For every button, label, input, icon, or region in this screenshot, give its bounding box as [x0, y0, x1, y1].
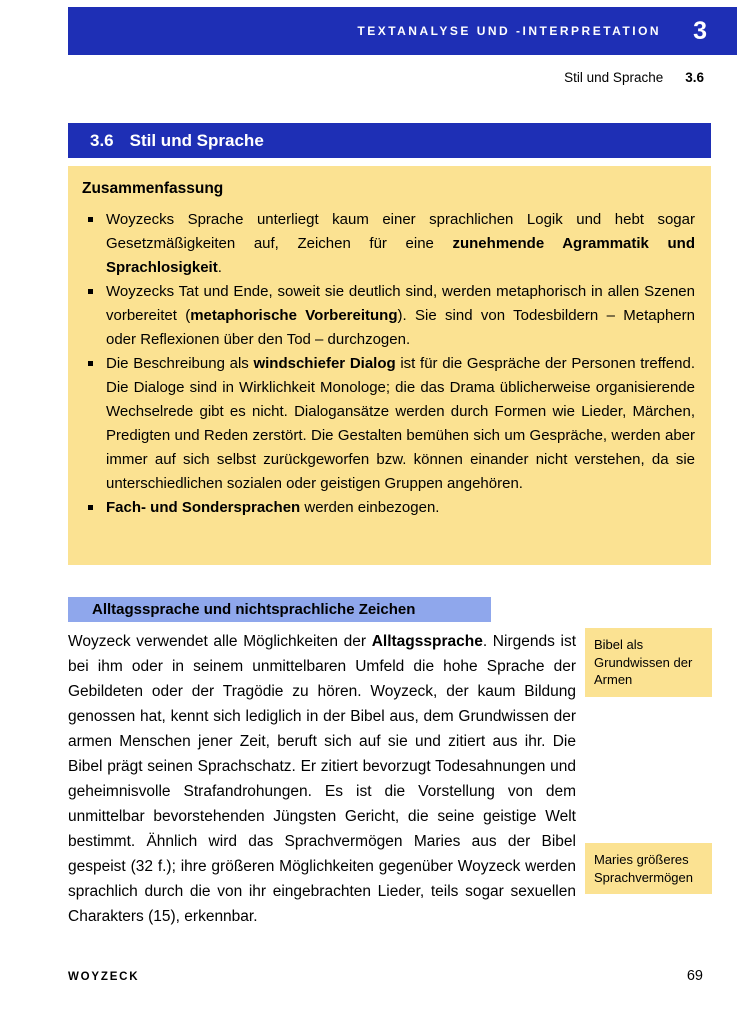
- text-segment: .: [217, 259, 222, 276]
- text-segment: ist für die Gespräche der Personen treffend. Die Dialoge sind in Wirklichkeit Monologe; die das Drama üblicherweise organisierende Wechselrede gibt es nicht. Dialogansätze werden durch Formen wie Lieder, Märchen, Predigten und Reden zerstört. Die Gestalten bemühen sich um Gespräche, werden aber immer auf sich selbst zurückgeworfen bzw. können einander nicht verstehen, da sie unterschiedlichen sozialen oder geistigen Gruppen angehören.: [106, 355, 695, 492]
- summary-bullet-text: [106, 208, 695, 280]
- section-title-bar: [68, 123, 711, 158]
- margin-note-bibel: [585, 628, 712, 697]
- summary-bullet-text: [106, 280, 695, 352]
- page-number: 69: [686, 968, 703, 984]
- chapter-number: 3: [693, 16, 707, 45]
- text-segment: ). Sie sind von Todesbildern – Metaphern oder Reflexionen über den Tod – durchzogen.: [106, 307, 695, 348]
- summary-bullet: [80, 352, 695, 496]
- text-segment: Die Beschreibung als: [106, 355, 254, 372]
- subsection-heading: [68, 597, 491, 622]
- bullet-square-icon: [88, 289, 93, 294]
- running-head: [564, 70, 704, 85]
- text-segment-bold: Alltagssprache: [371, 633, 483, 650]
- text-segment-bold: Fach- und Sondersprachen: [106, 499, 301, 516]
- book-title: WOYZECK: [68, 971, 140, 983]
- chapter-header-bar: [68, 7, 737, 55]
- chapter-title: TEXTANALYSE UND -INTERPRETATION: [357, 24, 662, 38]
- bullet-square-icon: [88, 361, 93, 366]
- text-segment: . Nirgends ist bei ihm oder in seinem unmittelbaren Umfeld die hohe Sprache der Gebildeten oder der Tragödie zu hören. Woyzeck, der kaum Bildung genossen hat, kennt sich lediglich in der Bibel aus, dem Grundwissen der armen Menschen jener Zeit, beruft sich auf sie und zitiert aus ihr. Die Bibel prägt seinen Sprachschatz. Er zitiert bevorzugt Todesahnungen und geheimnisvolle Strafandrohungen. Es ist die Vorstellung von dem unmittelbar bevorstehenden Jüngsten Gericht, die seine geistige Welt bestimmt. Ähnlich wird das Sprachvermögen Maries aus der Bibel gespeist (32 f.); ihre größeren Möglichkeiten gegenüber Woyzeck werden sprachlich durch die von ihr eingebrachten Lieder, teils sogar sexuellen Charakters (15), erkennbar.: [68, 633, 576, 925]
- summary-bullet: [80, 496, 695, 520]
- running-head-number: 3.6: [685, 70, 704, 85]
- text-segment-bold: metaphorische Vorbereitung: [190, 307, 398, 324]
- section-number: 3.6: [90, 130, 114, 150]
- section-title: Stil und Sprache: [129, 130, 264, 150]
- bullet-square-icon: [88, 505, 93, 510]
- text-segment-bold: windschiefer Dialog: [253, 355, 396, 372]
- margin-note-text: Maries größeres Sprachvermögen: [594, 852, 693, 885]
- margin-note-maries: [585, 843, 712, 894]
- text-segment: werden einbezogen.: [300, 499, 440, 516]
- summary-bullet-text: [106, 352, 695, 496]
- summary-bullet: [80, 280, 695, 352]
- text-segment: Woyzecks Sprache unterliegt kaum einer sprachlichen Logik und hebt sogar Gesetzmäßigkeiten auf, Zeichen für eine: [106, 211, 695, 252]
- summary-box: [68, 166, 711, 565]
- summary-bullet-text: [106, 496, 695, 520]
- summary-heading: Zusammenfassung: [82, 180, 224, 197]
- running-head-label: Stil und Sprache: [564, 70, 664, 85]
- margin-note-text: Bibel als Grundwissen der Armen: [594, 637, 693, 687]
- body-paragraph: [68, 629, 576, 929]
- text-segment: Woyzecks Tat und Ende, soweit sie deutlich sind, werden metaphorisch in allen Szenen vorbereitet (: [106, 283, 695, 324]
- page-footer: [68, 968, 703, 984]
- summary-bullet: [80, 208, 695, 280]
- text-segment: Woyzeck verwendet alle Möglichkeiten der: [68, 633, 372, 650]
- subsection-heading-label: Alltagssprache und nichtsprachliche Zeichen: [92, 601, 416, 618]
- text-segment-bold: zunehmende Agrammatik und Sprachlosigkeit: [106, 235, 695, 276]
- bullet-square-icon: [88, 217, 93, 222]
